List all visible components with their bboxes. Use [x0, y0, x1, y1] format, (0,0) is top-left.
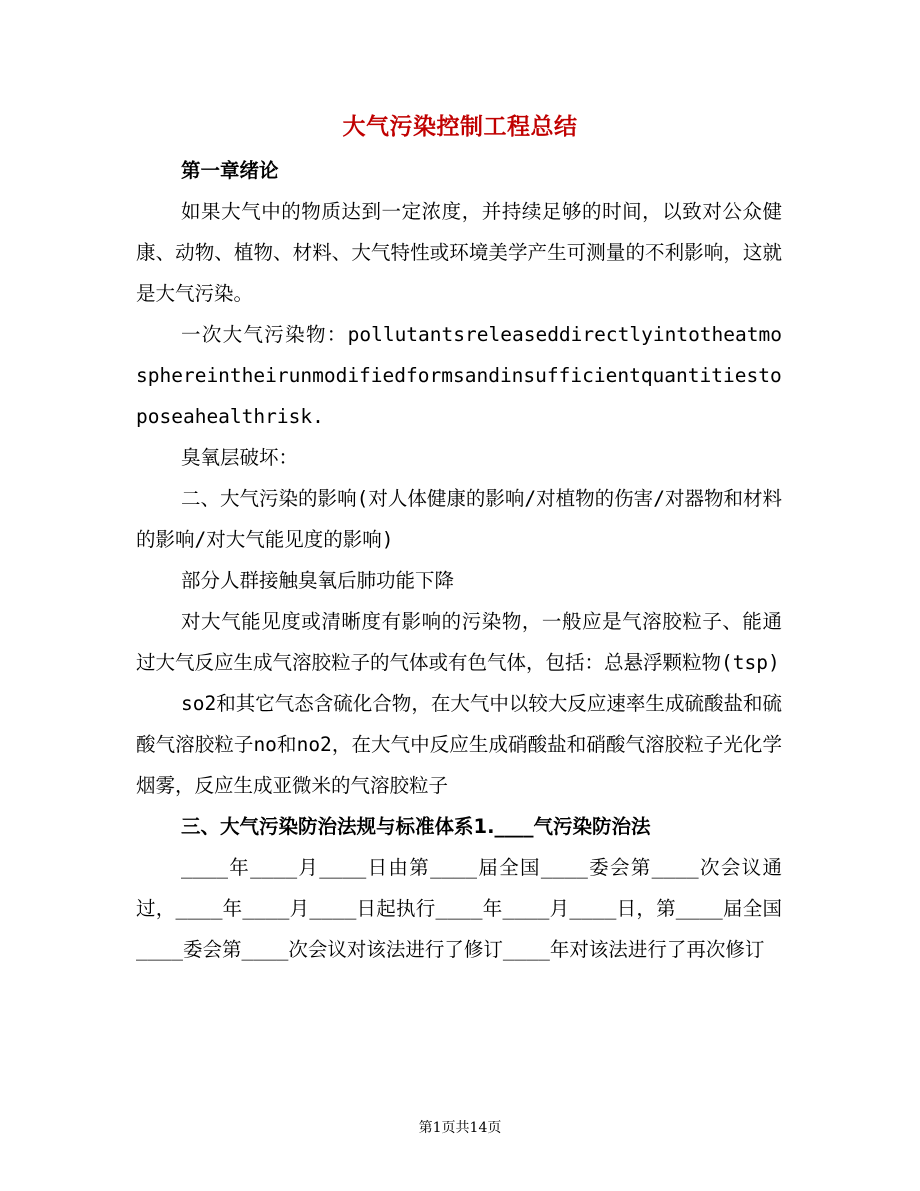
paragraph-sulfur: so2和其它气态含硫化合物，在大气中以较大反应速率生成硫酸盐和硫酸气溶胶粒子no和no2，在大气中反应生成硝酸盐和硝酸气溶胶粒子光化学烟雾，反应生成亚微米的气溶胶粒子: [136, 692, 782, 797]
chapter-heading: 第一章绪论: [181, 159, 279, 182]
paragraph-lung-function: 部分人群接触臭氧后肺功能下降: [181, 569, 455, 592]
paragraph-visibility: 对大气能见度或清晰度有影响的污染物，一般应是气溶胶粒子、能通过大气反应生成气溶胶粒子的气体或有色气体，包括：总悬浮颗粒物(tsp): [136, 610, 782, 674]
document-body: [136, 150, 782, 970]
paragraph-ozone: 臭氧层破坏：: [181, 446, 299, 469]
paragraph-effects: 二、大气污染的影响(对人体健康的影响/对植物的伤害/对器物和材料的影响/对大气能见度的影响): [136, 487, 782, 551]
paragraph-definition: 如果大气中的物质达到一定浓度，并持续足够的时间，以致对公众健康、动物、植物、材料、大气特性或环境美学产生可测量的不利影响，这就是大气污染。: [136, 200, 782, 305]
page-number: 第1页共14页: [418, 1120, 502, 1136]
paragraph-primary-pollutant: 一次大气污染物：pollutantsreleaseddirectlyintotheatmosphereintheirunmodifiedformsandinsufficientquantitiestoposeahealthrisk.: [136, 323, 782, 428]
section-heading-laws: 三、大气污染防治法规与标准体系1.____气污染防治法: [181, 815, 651, 838]
document-title: 大气污染控制工程总结: [342, 114, 578, 140]
paragraph-law-dates: ____年____月____日由第____届全国____委会第____次会议通过，____年____月____日起执行____年____月____日，第____届全国____委会第____次会议对该法进行了修订____年对该法进行了再次修订: [136, 856, 782, 961]
